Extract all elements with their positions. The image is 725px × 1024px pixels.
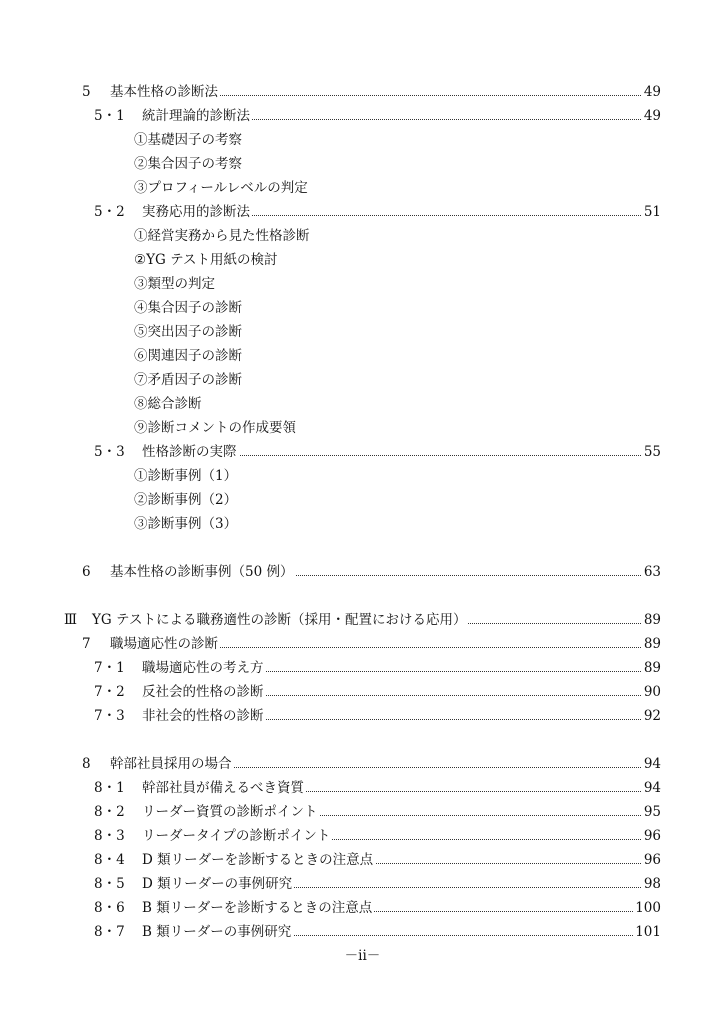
page-number: －ii－ xyxy=(344,948,381,964)
toc-entry-title: 統計理論的診断法 xyxy=(142,108,250,124)
toc-entry-number: 5・2 xyxy=(94,204,125,220)
toc-entry-page: 90 xyxy=(643,684,661,700)
toc-entry[interactable] xyxy=(0,874,725,894)
toc-subitem xyxy=(0,322,725,342)
toc-entry-title: 職場適応性の診断 xyxy=(110,636,218,652)
toc-entry-number: 7・3 xyxy=(94,708,125,724)
toc-entry-title: 性格診断の実際 xyxy=(142,444,237,460)
toc-entry-title: 基本性格の診断法 xyxy=(110,84,218,100)
toc-subitem xyxy=(0,394,725,414)
toc-subitem-label: ②診断事例（2） xyxy=(134,492,238,508)
toc-subitem-label: ②YG テスト用紙の検討 xyxy=(134,252,278,268)
toc-entry-page: 94 xyxy=(643,780,661,796)
toc-subitem-label: ③診断事例（3） xyxy=(134,516,238,532)
toc-entry-title: D 類リーダーの事例研究 xyxy=(142,876,293,892)
toc-entry[interactable] xyxy=(0,826,725,846)
toc-entry-page: 96 xyxy=(643,828,661,844)
toc-entry-page: 63 xyxy=(643,564,661,580)
toc-entry-title: B 類リーダーを診断するときの注意点 xyxy=(142,900,373,916)
toc-entry-title: 実務応用的診断法 xyxy=(142,204,250,220)
toc-entry-title: リーダー資質の診断ポイント xyxy=(142,804,318,820)
toc-entry-page: 89 xyxy=(643,660,661,676)
toc-entry-title: 職場適応性の考え方 xyxy=(142,660,264,676)
toc-entry-page: 89 xyxy=(643,636,661,652)
toc-entry[interactable] xyxy=(0,754,725,774)
toc-subitem-label: ④集合因子の診断 xyxy=(134,300,242,316)
toc-subitem xyxy=(0,298,725,318)
toc-subitem xyxy=(0,514,725,534)
toc-entry-page: 94 xyxy=(643,756,661,772)
toc-entry[interactable] xyxy=(0,922,725,942)
toc-entry-number: 8・4 xyxy=(94,852,125,868)
toc-subitem-label: ⑦矛盾因子の診断 xyxy=(134,372,242,388)
toc-entry[interactable] xyxy=(0,682,725,702)
toc-entry[interactable] xyxy=(0,442,725,462)
toc-entry-page: 51 xyxy=(643,204,661,220)
toc-entry[interactable] xyxy=(0,562,725,582)
toc-entry-page: 55 xyxy=(643,444,661,460)
toc-subitem-label: ⑨診断コメントの作成要領 xyxy=(134,420,296,436)
toc-entry-title: 幹部社員採用の場合 xyxy=(110,756,232,772)
toc-entry-number: 8・2 xyxy=(94,804,125,820)
toc-entry[interactable] xyxy=(0,850,725,870)
toc-entry-page: 100 xyxy=(635,900,661,916)
toc-entry[interactable] xyxy=(0,778,725,798)
toc-entry-number: 7 xyxy=(82,636,91,652)
toc-entry-title: 幹部社員が備えるべき資質 xyxy=(142,780,304,796)
toc-part-number: Ⅲ xyxy=(64,612,78,628)
toc-subitem-label: ①診断事例（1） xyxy=(134,468,238,484)
toc-entry-page: 92 xyxy=(643,708,661,724)
toc-subitem xyxy=(0,178,725,198)
toc-subitem xyxy=(0,130,725,150)
toc-entry-page: 98 xyxy=(643,876,661,892)
toc-entry-number: 8 xyxy=(82,756,91,772)
toc-entry-number: 7・1 xyxy=(94,660,125,676)
toc-subitem xyxy=(0,466,725,486)
toc-entry-number: 8・3 xyxy=(94,828,125,844)
toc-entry-page: 96 xyxy=(643,852,661,868)
toc-entry[interactable] xyxy=(0,82,725,102)
toc-entry-page: 101 xyxy=(635,924,661,940)
toc-entry-number: 5・1 xyxy=(94,108,125,124)
toc-subitem xyxy=(0,418,725,438)
toc-entry-number: 6 xyxy=(82,564,91,580)
toc-entry[interactable] xyxy=(0,106,725,126)
toc-entry-number: 8・7 xyxy=(94,924,125,940)
toc-entry-title: D 類リーダーを診断するときの注意点 xyxy=(142,852,374,868)
toc-entry-number: 8・1 xyxy=(94,780,125,796)
toc-entry-page: 49 xyxy=(643,84,661,100)
toc-entry[interactable] xyxy=(0,898,725,918)
toc-entry-title: 基本性格の診断事例（50 例） xyxy=(110,564,294,580)
toc-subitem xyxy=(0,346,725,366)
toc-subitem-label: ②集合因子の考察 xyxy=(134,156,242,172)
toc-subitem xyxy=(0,370,725,390)
toc-entry[interactable] xyxy=(0,202,725,222)
toc-entry-number: 5・3 xyxy=(94,444,125,460)
toc-entry-number: 7・2 xyxy=(94,684,125,700)
toc-entry-page: 95 xyxy=(643,804,661,820)
toc-entry-title: 非社会的性格の診断 xyxy=(142,708,264,724)
toc-subitem xyxy=(0,274,725,294)
toc-entry[interactable] xyxy=(0,706,725,726)
toc-entry-number: 5 xyxy=(82,84,91,100)
toc-part-title: YG テストによる職務適性の診断（採用・配置における応用） xyxy=(92,612,467,628)
toc-subitem xyxy=(0,154,725,174)
toc-entry[interactable] xyxy=(0,802,725,822)
toc-entry-title: B 類リーダーの事例研究 xyxy=(142,924,292,940)
toc-entry-title: 反社会的性格の診断 xyxy=(142,684,264,700)
toc-subitem-label: ⑤突出因子の診断 xyxy=(134,324,242,340)
toc-subitem xyxy=(0,250,725,270)
toc-entry-number: 8・5 xyxy=(94,876,125,892)
toc-subitem-label: ⑥関連因子の診断 xyxy=(134,348,242,364)
toc-entry-number: 8・6 xyxy=(94,900,125,916)
toc-subitem-label: ③プロフィールレベルの判定 xyxy=(134,180,308,196)
toc-subitem-label: ①基礎因子の考察 xyxy=(134,132,242,148)
toc-subitem-label: ①経営実務から見た性格診断 xyxy=(134,228,310,244)
toc-subitem-label: ③類型の判定 xyxy=(134,276,215,292)
toc-entry[interactable] xyxy=(0,658,725,678)
toc-entry-page: 89 xyxy=(643,612,661,628)
toc-entry-title: リーダータイプの診断ポイント xyxy=(142,828,331,844)
toc-part-entry[interactable] xyxy=(0,610,725,630)
toc-subitem-label: ⑧総合診断 xyxy=(134,396,202,412)
toc-subitem xyxy=(0,226,725,246)
toc-entry[interactable] xyxy=(0,634,725,654)
toc-entry-page: 49 xyxy=(643,108,661,124)
toc-subitem xyxy=(0,490,725,510)
